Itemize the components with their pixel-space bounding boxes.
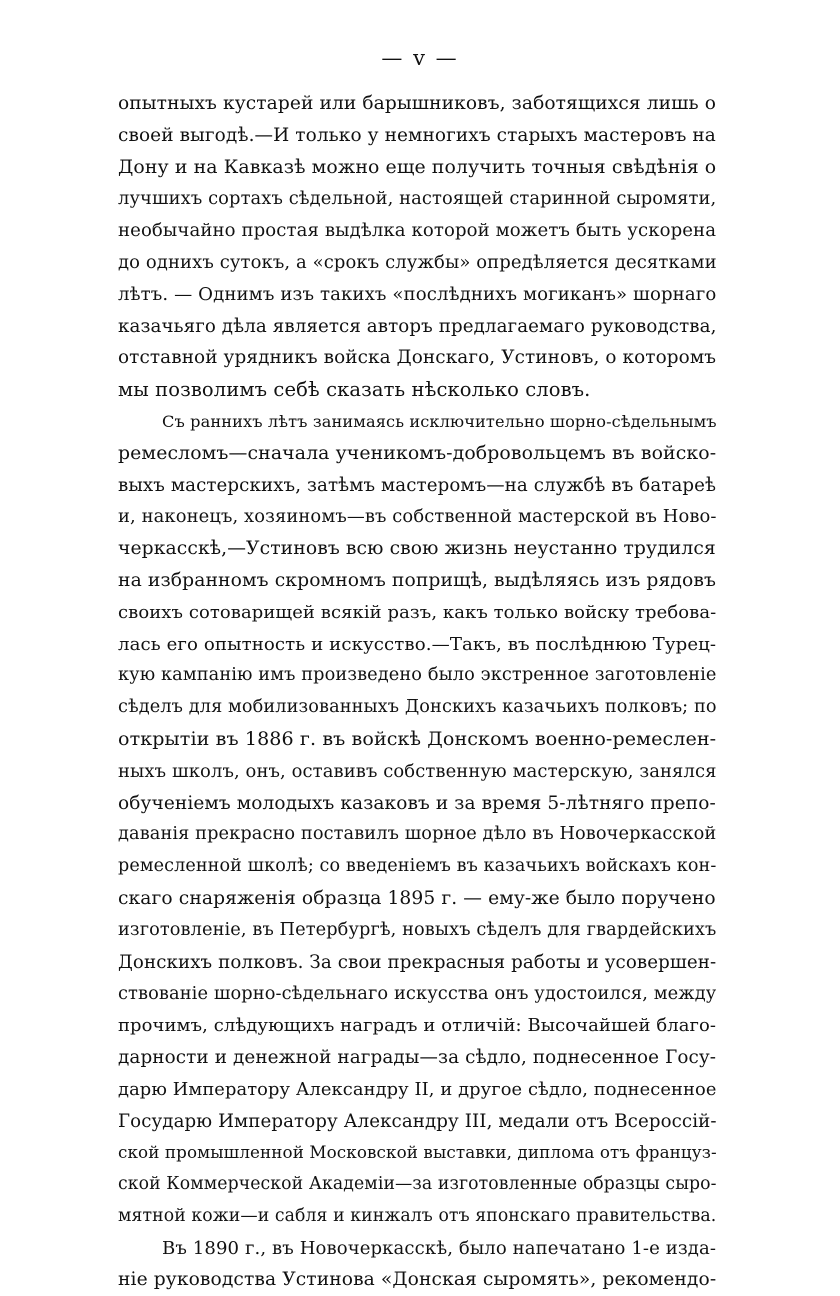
text-line: скаго снаряженія образца 1895 г. — ему-же было поручено	[118, 887, 716, 909]
text-line: Въ 1890 г., въ Новочеркасскѣ, было напечатано 1-е изда-	[162, 1237, 717, 1259]
text-line: своей выгодѣ.—И только у немногихъ старыхъ мастеровъ на	[118, 124, 716, 146]
text-line: ской промышленной Московской выставки, диплома отъ француз-	[118, 1142, 717, 1163]
text-line: на избранномъ скромномъ поприщѣ, выдѣляясь изъ рядовъ	[118, 569, 717, 591]
text-line: дарю Императору Александру II, и другое сѣдло, поднесенное	[118, 1078, 717, 1100]
paragraph	[118, 406, 717, 1233]
text-line: до однихъ сутокъ, а «срокъ службы» опредѣляется десятками	[118, 251, 717, 273]
text-line: кую кампанію имъ произведено было экстренное заготовленіе	[118, 665, 717, 686]
page-number: — v —	[381, 46, 459, 70]
text-line: сѣделъ для мобилизованныхъ Донскихъ казачьихъ полковъ; по	[118, 697, 717, 718]
text-line: ствованіе шорно-сѣдельнаго искусства онъ удостоился, между	[118, 983, 717, 1005]
body-text	[118, 88, 717, 1296]
text-line: ныхъ школъ, онъ, оставивъ собственную мастерскую, занялся	[118, 760, 717, 782]
text-line: и, наконецъ, хозяиномъ—въ собственной мастерской въ Ново-	[118, 506, 717, 528]
text-line: лась его опытность и искусство.—Такъ, въ послѣднюю Турец-	[118, 633, 717, 655]
text-line: ремесленной школѣ; со введеніемъ въ казачьихъ войскахъ кон-	[118, 856, 717, 877]
text-line: открытіи въ 1886 г. въ войскѣ Донскомъ военно-ремеслен-	[118, 727, 717, 750]
text-line: мы позволимъ себѣ сказать нѣсколько словъ.	[118, 378, 591, 402]
text-line: обученіемъ молодыхъ казаковъ и за время 5-лѣтняго препо-	[118, 792, 716, 814]
paragraph	[118, 88, 717, 406]
text-line: опытныхъ кустарей или барышниковъ, заботящихся лишь о	[118, 93, 717, 114]
text-line: лѣтъ. — Однимъ изъ такихъ «послѣднихъ могиканъ» шорнаго	[118, 283, 717, 305]
text-line: прочимъ, слѣдующихъ наградъ и отличій: Высочайшей благо-	[118, 1015, 717, 1037]
text-line: Донскихъ полковъ. За свои прекрасныя работы и усовершен-	[118, 951, 717, 973]
text-line: черкасскѣ,—Устиновъ всю свою жизнь неустанно трудился	[118, 538, 716, 560]
text-line: изготовленіе, въ Петербургѣ, новыхъ сѣделъ для гвардейскихъ	[118, 919, 717, 940]
text-line: ніе руководства Устинова «Донская сыромять», рекомендо-	[118, 1269, 717, 1291]
text-line: мятной кожи—и сабля и кинжалъ отъ японскаго правительства.	[118, 1205, 717, 1226]
text-line: Дону и на Кавказѣ можно еще получить точныя свѣдѣнія о	[118, 155, 717, 178]
text-line: своихъ сотоварищей всякій разъ, какъ только войску требова-	[118, 601, 717, 623]
text-line: даванія прекрасно поставилъ шорное дѣло въ Новочеркасской	[118, 824, 717, 845]
text-line: ской Коммерческой Академіи—за изготовленные образцы сыро-	[118, 1174, 717, 1195]
text-line: казачьяго дѣла является авторъ предлагаемаго руководства,	[118, 315, 717, 337]
text-line: Съ раннихъ лѣтъ занимаясь исключительно шорно-сѣдельнымъ	[162, 411, 717, 431]
text-line: отставной урядникъ войска Донскаго, Устиновъ, о которомъ	[118, 347, 717, 369]
text-line: ремесломъ—сначала ученикомъ-добровольцемъ въ войско-	[118, 441, 717, 464]
text-line: необычайно простая выдѣлка которой можетъ быть ускорена	[118, 220, 717, 242]
text-line: Государю Императору Александру III, медали отъ Всероссій-	[118, 1110, 717, 1132]
text-line: выхъ мастерскихъ, затѣмъ мастеромъ—на службѣ въ батареѣ	[118, 474, 717, 496]
text-line: лучшихъ сортахъ сѣдельной, настоящей старинной сыромяти,	[118, 188, 717, 210]
text-line: дарности и денежной награды—за сѣдло, поднесенное Госу-	[118, 1046, 717, 1068]
paragraph	[118, 1233, 717, 1296]
